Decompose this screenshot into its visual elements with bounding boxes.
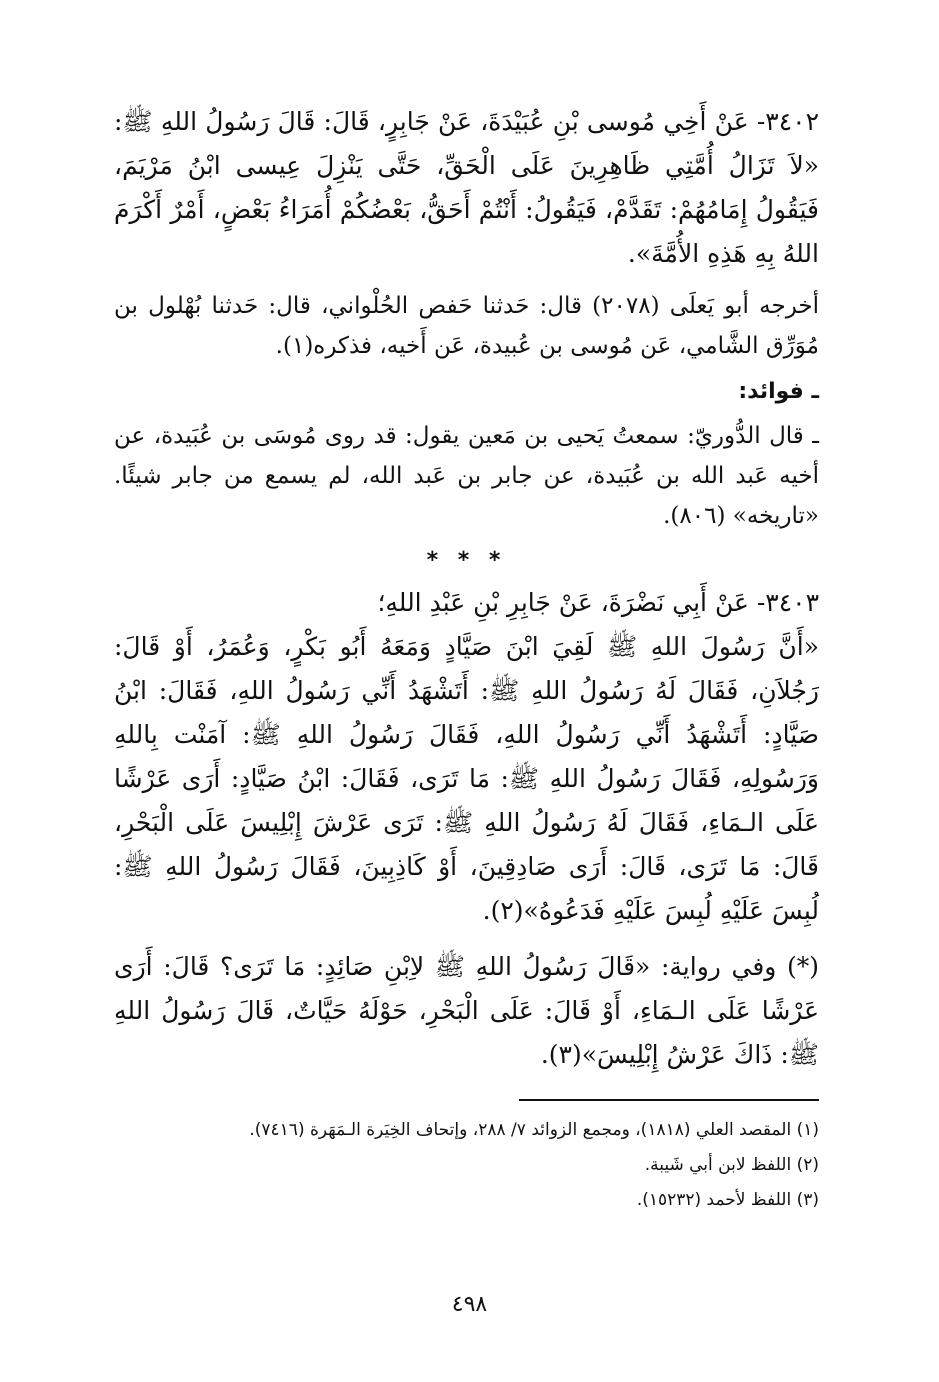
document-page bbox=[114, 100, 819, 1218]
hadith-3402-source: أخرجه أبو يَعلَى (٢٠٧٨) قال: حَدثنا حَفص الحُلْواني، قال: حَدثنا بُهْلول بن مُوَرِّق الشَّامي، عَن مُوسى بن عُبيدة، عَن أَخيه، فذكره(١). bbox=[114, 293, 819, 359]
footnote-divider bbox=[519, 1099, 819, 1101]
footnote-3: (٣) اللفظ لأحمد (١٥٢٣٢). bbox=[636, 1190, 819, 1210]
footnote-2: (٢) اللفظ لابن أبي شَيبة. bbox=[644, 1155, 819, 1175]
section-separator: * * * bbox=[426, 548, 507, 573]
hadith-3403-chain: ٣٤٠٣- عَنْ أَبِي نَضْرَةَ، عَنْ جَابِرِ بْنِ عَبْدِ اللهِ؛ bbox=[377, 588, 819, 617]
hadith-3403-variant: (*) وفي رواية: «قَالَ رَسُولُ اللهِ ﷺ لاِبْنِ صَائِدٍ: مَا تَرَى؟ قَالَ: أَرَى عَرْشًا عَلَى الـمَاءِ، أَوْ قَالَ: عَلَى الْبَحْرِ، حَوْلَهُ حَيَّاتٌ، قَالَ رَسُولُ اللهِ ﷺ: ذَاكَ عَرْشُ إِبْلِيسَ»(٣). bbox=[114, 952, 819, 1069]
footnotes bbox=[114, 1113, 819, 1218]
footnote-1: (١) المقصد العلي (١٨١٨)، ومجمع الزوائد ٧/ ٢٨٨، وإتحاف الخِيَرة الـمَهَرة (٧٤١٦). bbox=[249, 1120, 819, 1140]
benefits-text: ـ قال الدُّوريّ: سمعتُ يَحيى بن مَعين يقول: قد روى مُوسَى بن عُبَيدة، عن أخيه عَبد الله بن عُبَيدة، عن جابر بن عَبد الله، لم يسمع من جابر شيئًا. «تاريخه» (٨٠٦). bbox=[114, 423, 819, 529]
hadith-3403-text: «أَنَّ رَسُولَ اللهِ ﷺ لَقِيَ ابْنَ صَيَّادٍ وَمَعَهُ أَبُو بَكْرٍ، وَعُمَرُ، أَوْ قَالَ: رَجُلاَنِ، فَقَالَ لَهُ رَسُولُ اللهِ ﷺ: أَتَشْهَدُ أَنِّي رَسُولُ اللهِ، فَقَالَ: ابْنُ صَيَّادٍ: أَتَشْهَدُ أَنِّي رَسُولُ اللهِ، فَقَالَ رَسُولُ اللهِ ﷺ: آمَنْت بِاللهِ وَرَسُولِهِ، فَقَالَ رَسُولُ اللهِ ﷺ: مَا تَرَى، فَقَالَ: ابْنُ صَيَّادٍ: أَرَى عَرْشًا عَلَى الـمَاءِ، فَقَالَ لَهُ رَسُولُ اللهِ ﷺ: تَرَى عَرْشَ إِبْلِيسَ عَلَى الْبَحْرِ، قَالَ: مَا تَرَى، قَالَ: أَرَى صَادِقِينَ، أَوْ كَاذِبِينَ، فَقَالَ رَسُولُ اللهِ ﷺ: لُبِسَ عَلَيْهِ لُبِسَ عَلَيْهِ فَدَعُوهُ»(٢). bbox=[114, 632, 819, 925]
page-number: ٤٩٨ bbox=[451, 1292, 488, 1317]
hadith-3402-text: ٣٤٠٢- عَنْ أَخِي مُوسى بْنِ عُبَيْدَةَ، عَنْ جَابِرٍ، قَالَ: قَالَ رَسُولُ اللهِ ﷺ: «لاَ تَزَالُ أُمَّتِي ظَاهِرِينَ عَلَى الْحَقِّ، حَتَّى يَنْزِلَ عِيسى ابْنُ مَرْيَمَ، فَيَقُولُ إِمَامُهُمْ: تَقَدَّمْ، فَيَقُولُ: أَنْتُمْ أَحَقُّ، بَعْضُكُمْ أُمَرَاءُ بَعْضٍ، أَمْرٌ أَكْرَمَ اللهُ بِهِ هَذِهِ الأُمَّةَ». bbox=[114, 107, 819, 268]
benefits-heading: ـ فوائد: bbox=[738, 379, 819, 404]
